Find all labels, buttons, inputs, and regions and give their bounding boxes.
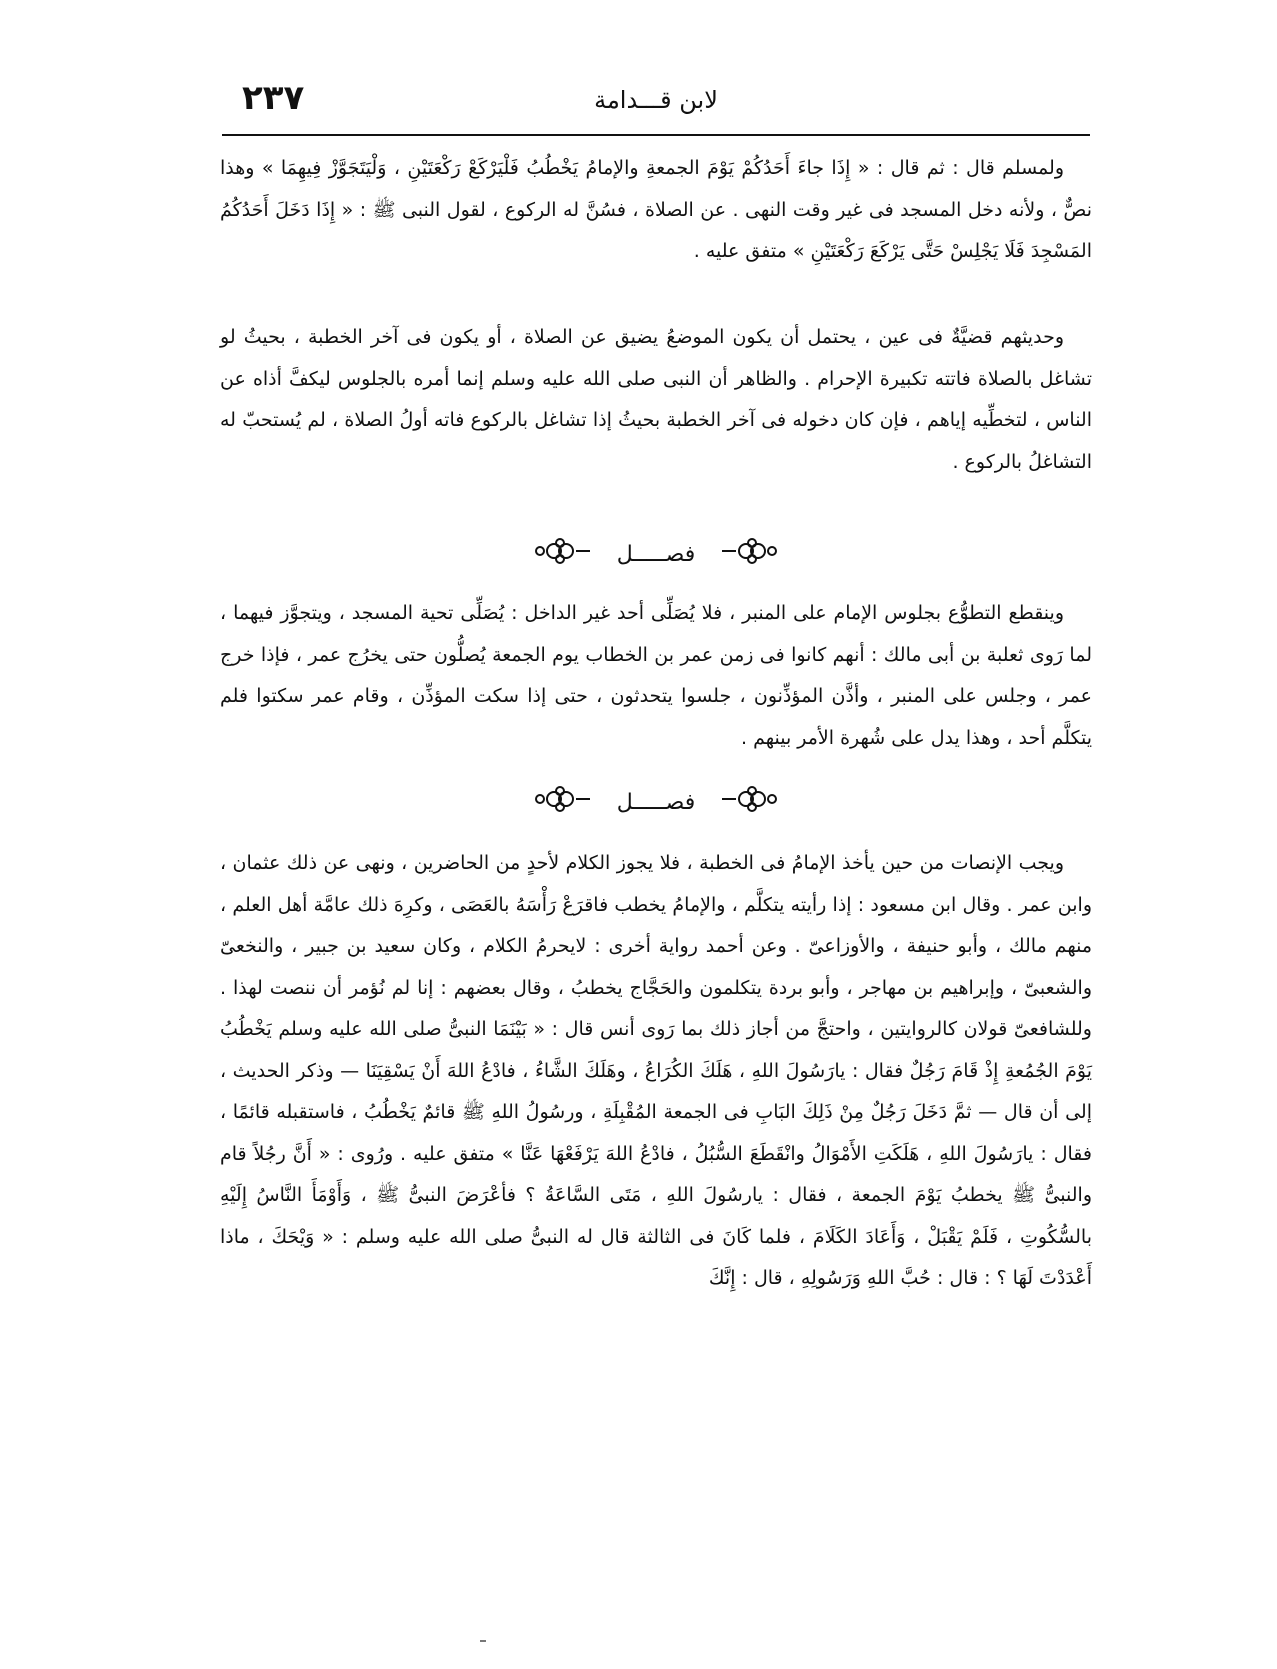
ornament-icon: [530, 785, 594, 819]
running-head: لابن قـــدامة: [594, 86, 718, 114]
page-header: [222, 78, 1090, 136]
text-block-4: [220, 843, 1092, 1300]
ornament-icon: [718, 537, 782, 571]
section-title-1: فصـــــل: [616, 541, 696, 567]
paragraph-4: ويجب الإنصات من حين يأخذ الإمامُ فى الخطبة ، فلا يجوز الكلام لأحدٍ من الحاضرين ، ونهى عن ذلك عثمان ، وابن عمر . وقال ابن مسعود : إذا رأيته يتكلَّم ، والإمامُ يخطب فاقرَعْ رَأْسَهُ بالعَصَى ، وكرِهَ ذلك عامَّة أهل العلم ، منهم مالك ، وأبو حنيفة ، والأوزاعىّ . وعن أحمد رواية أخرى : لايحرمُ الكلام ، وكان سعيد بن جبير ، والنخعىّ والشعبىّ ، وإبراهيم بن مهاجر ، وأبو بردة يتكلمون والحَجَّاج يخطبُ ، وقال بعضهم : إنا لم نُؤمر أن ننصت لهذا . وللشافعىّ قولان كالروايتين ، واحتجَّ من أجاز ذلك بما رَوى أنس قال : « بَيْنَمَا النبىُّ صلى الله عليه وسلم يَخْطُبُ يَوْمَ الجُمُعةِ إِذْ قَامَ رَجُلٌ فقال : يارَسُولَ اللهِ ، هَلَكَ الكُرَاعُ ، وهَلَكَ الشَّاءُ ، فادْعُ اللهَ أَنْ يَسْقِيَنَا — وذكر الحديث ، إلى أن قال — ثمَّ دَخَلَ رَجُلٌ مِنْ ذَلِكَ البَابِ فى الجمعة المُقْبِلَةِ ، ورسُولُ اللهِ ﷺ قائمٌ يَخْطُبُ ، فاستقبله قائمًا ، فقال : يارَسُولَ اللهِ ، هَلَكَتِ الأَمْوَالُ وانْقَطَعَ السُّبُلُ ، فادْعُ اللهَ يَرْفَعْهَا عَنَّا » متفق عليه . ورُوى : « أَنَّ رجُلاً قام والنبىُّ ﷺ يخطبُ يَوْمَ الجمعة ، فقال : يارسُولَ اللهِ ، مَتَى السَّاعَةُ ؟ فأعْرَضَ النبىُّ ﷺ ، وَأَوْمَأَ النَّاسُ إِلَيْهِ بالسُّكُوتِ ، فَلَمْ يَقْبَلْ ، وَأَعَادَ الكَلَامَ ، فلما كَانَ فى الثالثة قال له النبىُّ صلى الله عليه وسلم : « وَيْحَكَ ، ماذا أَعْدَدْتَ لَهَا ؟ : قال : حُبَّ اللهِ وَرَسُولِهِ ، قال : إِنَّكَ: [220, 852, 1092, 1289]
page-number: ٢٣٧: [242, 78, 305, 118]
section-heading-2: [220, 785, 1092, 825]
text-block-2: [220, 317, 1092, 483]
text-block-1: [220, 148, 1092, 273]
ornament-icon: [530, 537, 594, 571]
ornament-icon: [718, 785, 782, 819]
text-block-3: [220, 593, 1092, 759]
paragraph-3: وينقطع التطوُّع بجلوس الإمام على المنبر ، فلا يُصَلِّى أحد غير الداخل : يُصَلِّى تحية المسجد ، ويتجوَّز فيهما ، لما رَوى ثعلبة بن أبى مالك : أنهم كانوا فى زمن عمر بن الخطاب يوم الجمعة يُصلُّون حتى يخرُج عمر ، فإذا خرج عمر ، وجلس على المنبر ، وأذَّن المؤذِّنون ، جلسوا يتحدثون ، حتى إذا سكت المؤذِّن ، وقام عمر سكتوا فلم يتكلَّم أحد ، وهذا يدل على شُهرة الأمر بينهم .: [220, 602, 1092, 749]
paragraph-1: ولمسلم قال : ثم قال : « إِذَا جاءَ أَحَدُكُمْ يَوْمَ الجمعةِ والإمامُ يَخْطُبُ فَلْيَرْكَعْ رَكْعَتَيْنِ ، وَلْيَتَجَوَّزْ فِيهِمَا » وهذا نصٌّ ، ولأنه دخل المسجد فى غير وقت النهى . عن الصلاة ، فسُنَّ له الركوع ، لقول النبى ﷺ : « إِذَا دَخَلَ أَحَدُكُمُ المَسْجِدَ فَلَا يَجْلِسْ حَتَّى يَرْكَعَ رَكْعَتَيْنِ » متفق عليه .: [220, 157, 1092, 262]
paragraph-2: وحديثهم قضيَّةٌ فى عين ، يحتمل أن يكون الموضعُ يضيق عن الصلاة ، أو يكون فى آخر الخطبة ، بحيثُ لو تشاغل بالصلاة فاتته تكبيرة الإحرام . والظاهر أن النبى صلى الله عليه وسلم إنما أمره بالجلوس ليكفَّ أذاه عن الناس ، لتخطِّيه إياهم ، فإن كان دخوله فى آخر الخطبة بحيثُ إذا تشاغل بالركوع فاته أولُ الصلاة ، لم يُستحبّ له التشاغلُ بالركوع .: [220, 326, 1092, 473]
section-title-2: فصـــــل: [616, 789, 696, 815]
scan-speck: [480, 1640, 486, 1642]
section-heading-1: [220, 537, 1092, 577]
